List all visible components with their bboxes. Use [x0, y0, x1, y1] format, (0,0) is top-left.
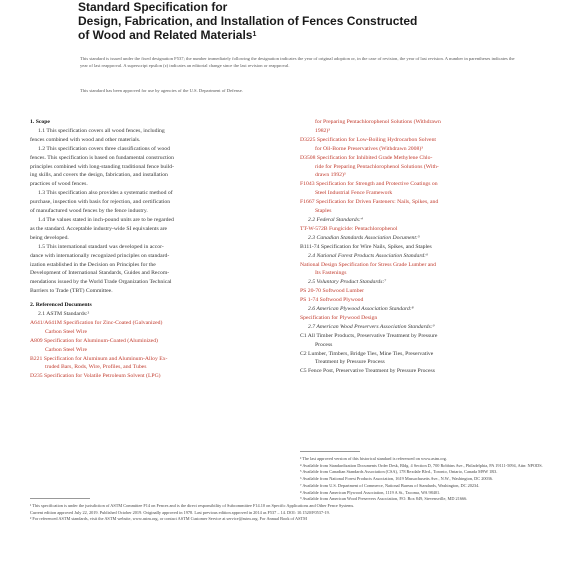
document-title — [78, 0, 548, 42]
title-line-text: of Wood and Related Materials — [78, 28, 253, 42]
text-line[interactable]: PS 20-70 Softwood Lumber — [300, 288, 364, 295]
text-line: Barriers to Trade (TBT) Committee. — [30, 288, 113, 295]
text-line: dance with internationally recognized principles on standard- — [30, 252, 170, 259]
text-line: purchase, inspection with basis for rejection, and certification — [30, 199, 171, 206]
text-line: C2 Lumber, Timbers, Bridge Ties, Mine Ties, Preservative — [300, 350, 434, 357]
text-line[interactable]: Its Fastenings — [315, 270, 347, 277]
text-line[interactable]: Staples — [315, 208, 332, 215]
text-line: fences combined with wood and other materials. — [30, 136, 141, 143]
text-line[interactable]: drawn 1992)³ — [315, 172, 346, 179]
text-line: 1.2 This specification covers three classifications of wood — [38, 145, 170, 152]
text-line: B111-74 Specification for Wire Nails, Spikes, and Staples — [300, 243, 432, 250]
dod-approval-notice: This standard has been approved for use by agencies of the U.S. Department of Defense. — [80, 88, 243, 93]
footnote: ⁶ Available from National Forest Products Association, 1619 Massachusetts Ave., N.W., Washington, DC 20036. — [300, 476, 494, 482]
footnote: ⁸ Available from American Plywood Association, 1119 A St., Tacoma, WA 98401. — [300, 489, 441, 495]
text-line[interactable]: A641/A641M Specification for Zinc-Coated (Galvanized) — [30, 319, 163, 326]
text-line[interactable]: PS 1-74 Softwood Plywood — [300, 297, 364, 304]
footnotes-left — [30, 503, 355, 523]
text-line[interactable]: 1982)³ — [315, 127, 330, 134]
footnote: ³ The last approved version of this historical standard is referenced on www.astm.org. — [300, 456, 448, 461]
footnote: ⁵ Available from Canadian Standards Association (CSA), 178 Rexdale Blvd., Toronto, Ontario, Canada M9W 1R3. — [300, 469, 498, 475]
text-line[interactable]: Steel Industrial Fence Framework — [315, 190, 393, 197]
title-line: Design, Fabrication, and Installation of Fences Constructed — [78, 14, 418, 28]
text-line[interactable]: National Design Specification for Stress Grade Lumber and — [300, 261, 436, 268]
footnote: ⁹ Available from American Wood Preservers Association, P.O. Box 849, Stevensville, MD 21666. — [300, 496, 468, 502]
text-line: 1.1 This specification covers all wood fences, including — [38, 127, 165, 134]
footnote: ⁷ Available from U.S. Department of Commerce, National Bureau of Standards, Washington, DC 20234. — [300, 482, 480, 488]
text-line: C5 Fence Post, Preservative Treatment by Pressure Process — [300, 368, 435, 375]
text-line[interactable]: B221 Specification for Aluminum and Aluminum-Alloy Ex- — [30, 355, 168, 362]
footnote-divider — [30, 498, 90, 499]
title-line: Standard Specification for — [78, 0, 228, 14]
text-line: 2.4 National Forest Products Association Standard:⁶ — [308, 252, 429, 259]
footnotes-right — [300, 456, 555, 503]
text-line: 1.4 The values stated in inch-pound units are to be regarded — [38, 216, 174, 223]
section-heading: 2. Referenced Documents — [30, 302, 92, 309]
right-column — [300, 118, 555, 376]
text-line[interactable]: for Oil-Borne Preservatives (Withdrawn 2008)³ — [315, 145, 423, 152]
text-line[interactable]: for Preparing Pentachlorophenol Solutions (Withdrawn — [315, 119, 441, 125]
left-column — [30, 118, 282, 381]
text-line[interactable]: Carbon Steel Wire — [45, 346, 87, 353]
title-footnote-mark: 1 — [252, 31, 257, 38]
text-line[interactable]: A809 Specification for Aluminum-Coated (Aluminized) — [30, 337, 158, 344]
text-line[interactable]: F1043 Specification for Strength and Protective Coatings on — [300, 181, 438, 188]
designation-notice: This standard is issued under the fixed designation F537; the number immediately following the designation indicates the year of original adoption or, in the case of revision, the year of last revision. A number in parentheses indicates the year of last reapproval. A superscript epsilon (ε) indicates an editorial change since the last revision or reapproval. — [80, 56, 515, 68]
text-line[interactable]: D3225 Specification for Low-Boiling Hydrocarbon Solvent — [300, 136, 437, 143]
text-line: Process — [315, 341, 333, 348]
text-line: fences. This specification is based on fundamental construction — [30, 154, 174, 161]
text-line: Development of International Standards, Guides and Recom- — [30, 270, 170, 277]
text-line[interactable]: Specification for Plywood Design — [300, 314, 378, 321]
text-line: 1.3 This specification also provides a systematic method of — [38, 190, 173, 197]
text-line[interactable]: D3508 Specification for Inhibited Grade Methylene Chlo- — [300, 154, 433, 161]
text-line: C1 All Timber Products, Preservative Treatment by Pressure — [300, 332, 438, 339]
text-line[interactable]: F1667 Specification for Driven Fasteners: Nails, Spikes, and — [300, 199, 439, 206]
text-line[interactable]: ride for Preparing Pentachlorophenol Solutions (With- — [315, 163, 439, 170]
footnote-divider — [300, 451, 360, 452]
footnote: ¹ This specification is under the jurisdiction of ASTM Committee F14 on Fences and is the direct responsibility of Subcommittee F14.10 on Specific Applications and Other Fence Systems. — [30, 503, 355, 508]
text-line: of manufactured wood fences by the fence industry. — [30, 208, 148, 215]
text-line: 2.6 American Plywood Association Standard:⁸ — [308, 306, 414, 313]
title-line — [78, 28, 548, 42]
text-line: as the standard. Acceptable industry-wide SI equivalents are — [30, 225, 168, 232]
text-line: 2.7 American Wood Preservers Association Standards:⁹ — [308, 323, 435, 330]
text-line: mendations issued by the World Trade Organization Technical — [30, 279, 172, 286]
text-line: 2.5 Voluntary Product Standards:⁷ — [308, 279, 387, 286]
footnote: ⁴ Available from Standardization Documents Order Desk, Bldg. 4 Section D, 700 Robbins Ave., Philadelphia, PA 19111-5094, Attn: NPODS. — [300, 462, 543, 468]
text-line: ization established in the Decision on Principles for the — [30, 261, 156, 268]
section-heading: 1. Scope — [30, 119, 50, 125]
text-line: 2.2 Federal Standards:⁴ — [308, 216, 363, 223]
text-line: principles combined with long-standing traditional fence build- — [30, 163, 175, 170]
footnote: Current edition approved July 22, 2019. Published October 2019. Originally approved in 1978. Last previous edition approved in 2014 as F537 – 14. DOI: 10.1520/F0537-19. — [30, 509, 330, 515]
text-line: 1.5 This international standard was developed in accor- — [38, 243, 164, 250]
text-line: ing skills, and covers the design, fabrication, and installation — [30, 172, 168, 179]
text-line: 2.1 ASTM Standards:² — [38, 311, 90, 318]
text-line[interactable]: truded Bars, Rods, Wire, Profiles, and Tubes — [45, 364, 147, 371]
text-line: practices of wood fences. — [30, 181, 88, 188]
text-line: being developed. — [30, 234, 69, 241]
text-line: 2.3 Canadian Standards Association Document:⁵ — [308, 234, 420, 241]
text-line[interactable]: TT-W-572B Fungicide: Pentachlorophenol — [300, 225, 398, 232]
text-line[interactable]: Carbon Steel Wire — [45, 328, 87, 335]
text-line: Treatment by Pressure Process — [315, 359, 385, 366]
text-line[interactable]: D235 Specification for Volatile Petroleum Solvent (LPG) — [30, 373, 161, 380]
footnote: ² For referenced ASTM standards, visit the ASTM website, www.astm.org, or contact ASTM Customer Service at service@astm.org. For Annual Book of ASTM — [30, 516, 307, 522]
